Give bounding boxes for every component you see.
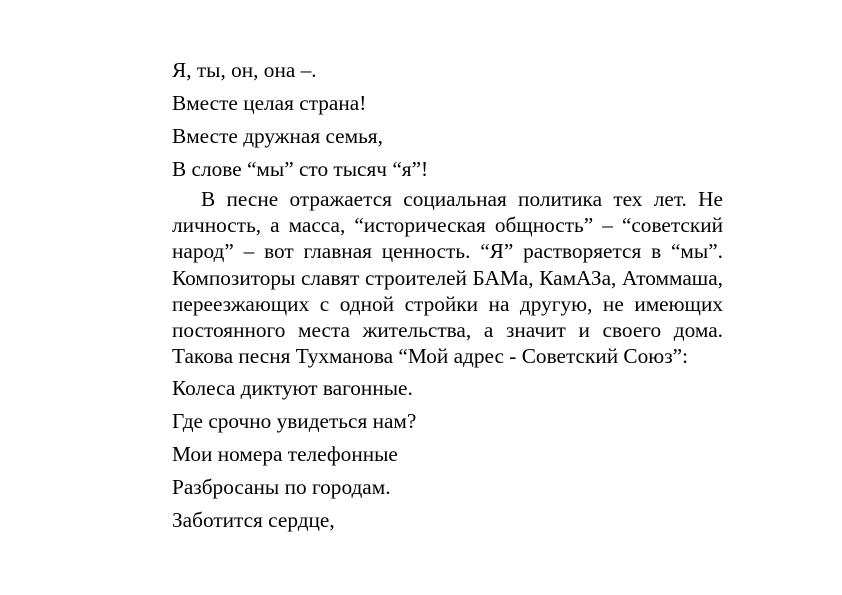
verse-1 [143,58,723,181]
paragraph-line: Такова песня Тухманова “Мой адрес - Советский Союз”: [172,344,688,369]
verse-line: Мои номера телефонные [172,442,398,467]
verse-line: Заботится сердце, [172,508,335,533]
verse-line: Разбросаны по городам. [172,475,391,500]
verse-line: Колеса диктуют вагонные. [172,376,413,401]
paragraph-line: личность, а масса, “историческая общность” – “советский [172,213,723,238]
paragraph-line: постоянного места жительства, а значит и своего дома. [172,317,723,342]
verse-line: Вместе целая страна! [172,91,367,115]
paragraph-line: переезжающих с одной стройки на другую, не имеющих [172,291,723,316]
verse-line: Вместе дружная семья, [172,124,383,148]
paragraph-line: В песне отражается социальная политика тех лет. Не [201,187,723,211]
paragraph-line: Композиторы славят строителей БАМа, КамАЗа, Атоммаша, [172,265,723,290]
verse-line: Я, ты, он, она –. [172,58,317,82]
paragraph-line: народ” – вот главная ценность. “Я” растворяется в “мы”. [172,239,723,264]
verse-line: Где срочно увидеться нам? [172,409,417,434]
verse-2 [143,376,723,532]
body-paragraph [143,186,723,369]
verse-line: В слове “мы” сто тысяч “я”! [172,157,429,181]
text-block [143,58,723,541]
